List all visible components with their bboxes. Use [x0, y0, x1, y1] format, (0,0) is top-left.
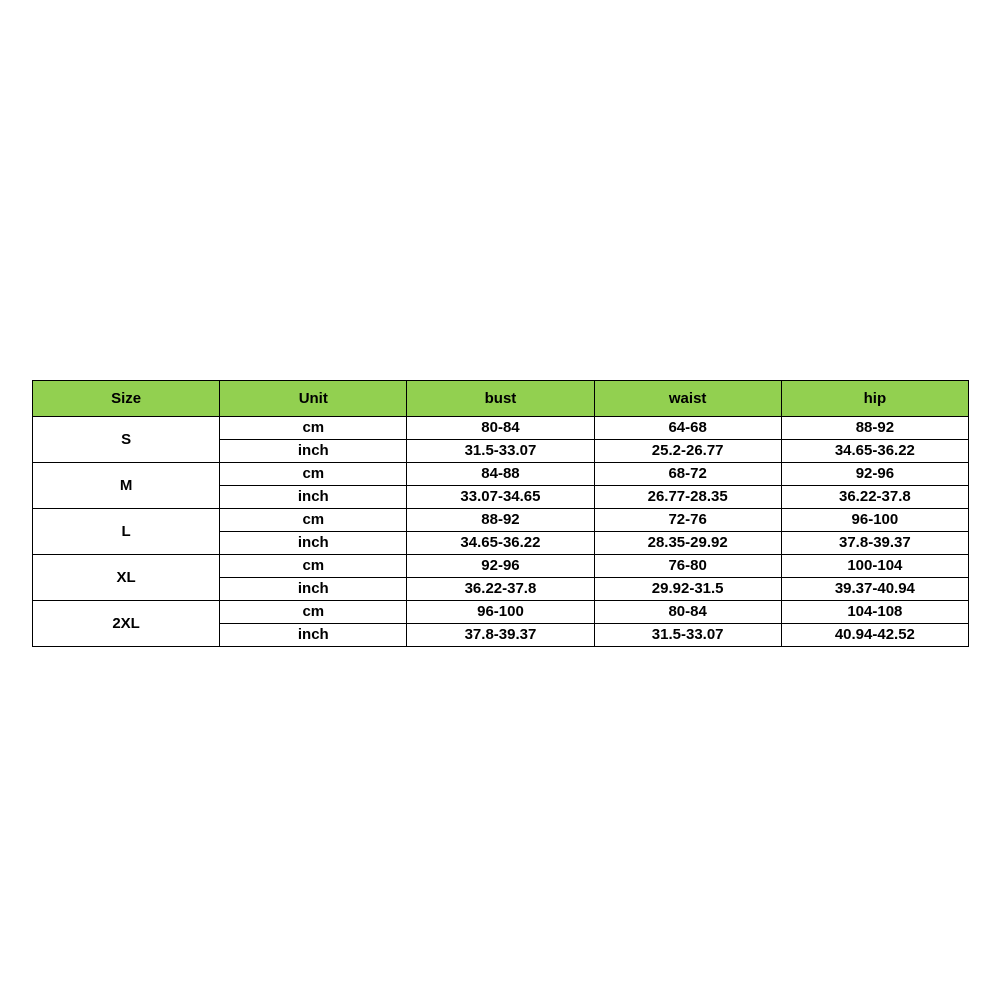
bust-cell: 37.8-39.37: [407, 624, 594, 647]
table-row: [33, 509, 969, 532]
hip-cell: 36.22-37.8: [781, 486, 968, 509]
header-size: Size: [33, 381, 220, 417]
bust-cell: 36.22-37.8: [407, 578, 594, 601]
bust-cell: 31.5-33.07: [407, 440, 594, 463]
size-label: L: [33, 509, 220, 555]
size-label: S: [33, 417, 220, 463]
hip-cell: 34.65-36.22: [781, 440, 968, 463]
waist-cell: 28.35-29.92: [594, 532, 781, 555]
size-chart-table: [32, 380, 969, 647]
bust-cell: 88-92: [407, 509, 594, 532]
waist-cell: 72-76: [594, 509, 781, 532]
table-row: [33, 555, 969, 578]
unit-cell: inch: [220, 486, 407, 509]
header-waist: waist: [594, 381, 781, 417]
waist-cell: 25.2-26.77: [594, 440, 781, 463]
waist-cell: 68-72: [594, 463, 781, 486]
waist-cell: 76-80: [594, 555, 781, 578]
unit-cell: cm: [220, 509, 407, 532]
waist-cell: 64-68: [594, 417, 781, 440]
table-row: [33, 417, 969, 440]
unit-cell: cm: [220, 463, 407, 486]
table-row: [33, 601, 969, 624]
unit-cell: inch: [220, 624, 407, 647]
size-label: XL: [33, 555, 220, 601]
hip-cell: 92-96: [781, 463, 968, 486]
unit-cell: inch: [220, 578, 407, 601]
bust-cell: 34.65-36.22: [407, 532, 594, 555]
unit-cell: inch: [220, 440, 407, 463]
waist-cell: 26.77-28.35: [594, 486, 781, 509]
bust-cell: 84-88: [407, 463, 594, 486]
hip-cell: 37.8-39.37: [781, 532, 968, 555]
hip-cell: 40.94-42.52: [781, 624, 968, 647]
unit-cell: inch: [220, 532, 407, 555]
waist-cell: 31.5-33.07: [594, 624, 781, 647]
bust-cell: 33.07-34.65: [407, 486, 594, 509]
header-bust: bust: [407, 381, 594, 417]
unit-cell: cm: [220, 555, 407, 578]
size-label: 2XL: [33, 601, 220, 647]
waist-cell: 29.92-31.5: [594, 578, 781, 601]
hip-cell: 96-100: [781, 509, 968, 532]
hip-cell: 88-92: [781, 417, 968, 440]
waist-cell: 80-84: [594, 601, 781, 624]
unit-cell: cm: [220, 601, 407, 624]
header-hip: hip: [781, 381, 968, 417]
bust-cell: 80-84: [407, 417, 594, 440]
table-row: [33, 463, 969, 486]
bust-cell: 92-96: [407, 555, 594, 578]
size-label: M: [33, 463, 220, 509]
bust-cell: 96-100: [407, 601, 594, 624]
hip-cell: 100-104: [781, 555, 968, 578]
header-unit: Unit: [220, 381, 407, 417]
hip-cell: 104-108: [781, 601, 968, 624]
table-header-row: [33, 381, 969, 417]
hip-cell: 39.37-40.94: [781, 578, 968, 601]
unit-cell: cm: [220, 417, 407, 440]
